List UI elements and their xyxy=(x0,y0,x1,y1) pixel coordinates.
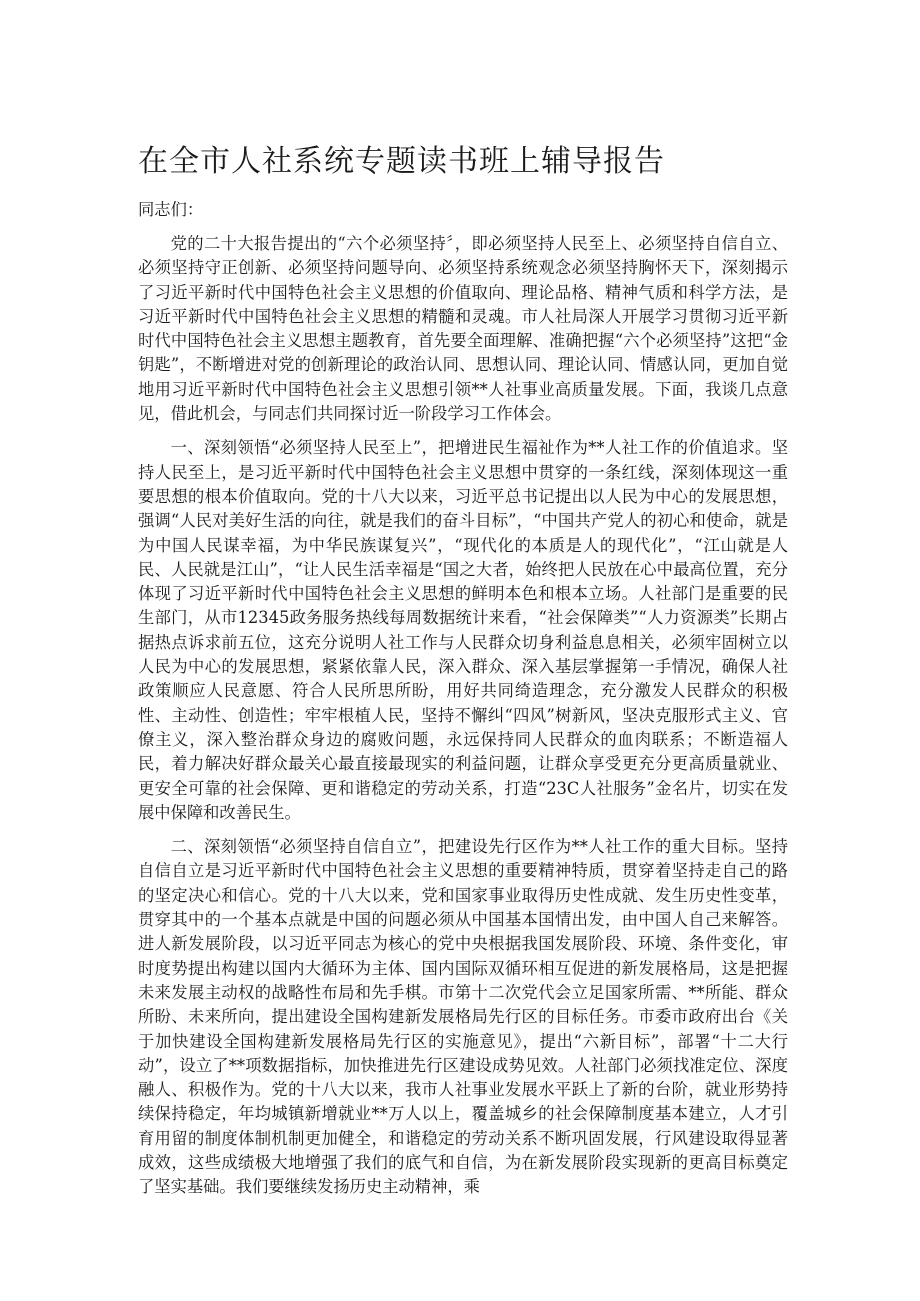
salutation: 同志们： xyxy=(138,200,204,219)
paragraph-section-two: 二、深刻领悟“必须坚持自信自立”，把建设先行区作为**人社工作的重大目标。坚持自信自立是习近平新时代中国特色社会主义思想的重要精神特质，贯穿着坚持走自己的路的坚定决心和信心。党的十八大以来，党和国家事业取得历史性成就、发生历史性变革，贯穿其中的一个基本点就是中国的问题必须从中国基本国情出发，由中国人自己来解答。进人新发展阶段，以习近平同志为核心的党中央根据我国发展阶段、环境、条件变化，审时度势提出构建以国内大循环为主体、国内国际双循环相互促进的新发展格局，这是把握未来发展主动权的战略性布局和先手棋。市第十二次党代会立足国家所需、**所能、群众所盼、未来所向，提出建设全国构建新发展格局先行区的目标任务。市委市政府出台《关于加快建设全国构建新发展格局先行区的实施意见》，提出“六新目标”，部署“十二大行动”，设立了**项数据指标，加快推进先行区建设成势见效。人社部门必须找准定位、深度融人、积极作为。党的十八大以来，我市人社事业发展水平跃上了新的台阶，就业形势持续保持稳定，年均城镇新增就业**万人以上，覆盖城乡的社会保障制度基本建立，人才引育用留的制度体制机制更加健全，和谐稳定的劳动关系不断巩固发展，行风建设取得显著成效，这些成绩极大地增强了我们的底气和自信，为在新发展阶段实现新的更高目标奠定了坚实基础。我们要继续发扬历史主动精神，乘 xyxy=(138,837,788,1197)
document-title: 在全市人社系统专题读书班上辅导报告 xyxy=(138,144,665,179)
paragraph-section-one: 一、深刻领悟“必须坚持人民至上”，把增进民生福祉作为**人社工作的价值追求。坚持人民至上，是习近平新时代中国特色社会主义思想中贯穿的一条红线，深刻体现这一重要思想的根本价值取向。党的十八大以来，习近平总书记提出以人民为中心的发展思想，强调“人民对美好生活的向往，就是我们的奋斗目标”，“中国共产党人的初心和使命，就是为中国人民谋幸福，为中华民族谋复兴”，“现代化的本质是人的现代化”，“江山就是人民、人民就是江山”，“让人民生活幸福是“国之大者，始终把人民放在心中最高位置，充分体现了习近平新时代中国特色社会主义思想的鲜明本色和根本立场。人社部门是重要的民生部门，从市12345政务服务热线每周数据统计来看，“社会保障类”“人力资源类”长期占据热点诉求前五位，这充分说明人社工作与人民群众切身利益息息相关，必须牢固树立以人民为中心的发展思想，紧紧依靠人民，深入群众、深入基层掌握第一手情况，确保人社政策顺应人民意愿、符合人民所思所盼，用好共同绮造理念，充分激发人民群众的积极性、主动性、创造性；牢牢根植人民，坚持不懈纠“四风”树新风，坚决克服形式主义、官僚主义，深入整治群众身边的腐败问题，永远保持同人民群众的血肉联系；不断造福人民，着力解决好群众最关心最直接最现实的利益问题，让群众享受更充分更高质量就业、更安全可靠的社会保障、更和谐稳定的劳动关系，打造“23C人社服务”金名片，切实在发展中保障和改善民生。 xyxy=(138,438,788,822)
paragraph-intro: 党的二十大报告提出的“六个必须坚持〞，即必须坚持人民至上、必须坚持自信自立、必须坚持守正创新、必须坚持问题导向、必须坚持系统观念必须坚持胸怀天下，深刻揭示了习近平新时代中国特色社会主义思想的价值取向、理论品格、精神气质和科学方法，是习近平新时代中国特色社会主义思想的精髓和灵魂。市人社局深人开展学习贯彻习近平新时代中国特色社会主义思想主题教育，首先要全面理解、准确把握“六个必须坚持”这把“金钥匙”，不断增进对党的创新理论的政治认同、思想认同、理论认同、情感认同，更加自觉地用习近平新时代中国特色社会主义思想引领**人社事业高质量发展。下面，我谈几点意见，借此机会，与同志们共同探讨近一阶段学习工作体会。 xyxy=(138,234,788,424)
document-page xyxy=(138,140,788,1210)
